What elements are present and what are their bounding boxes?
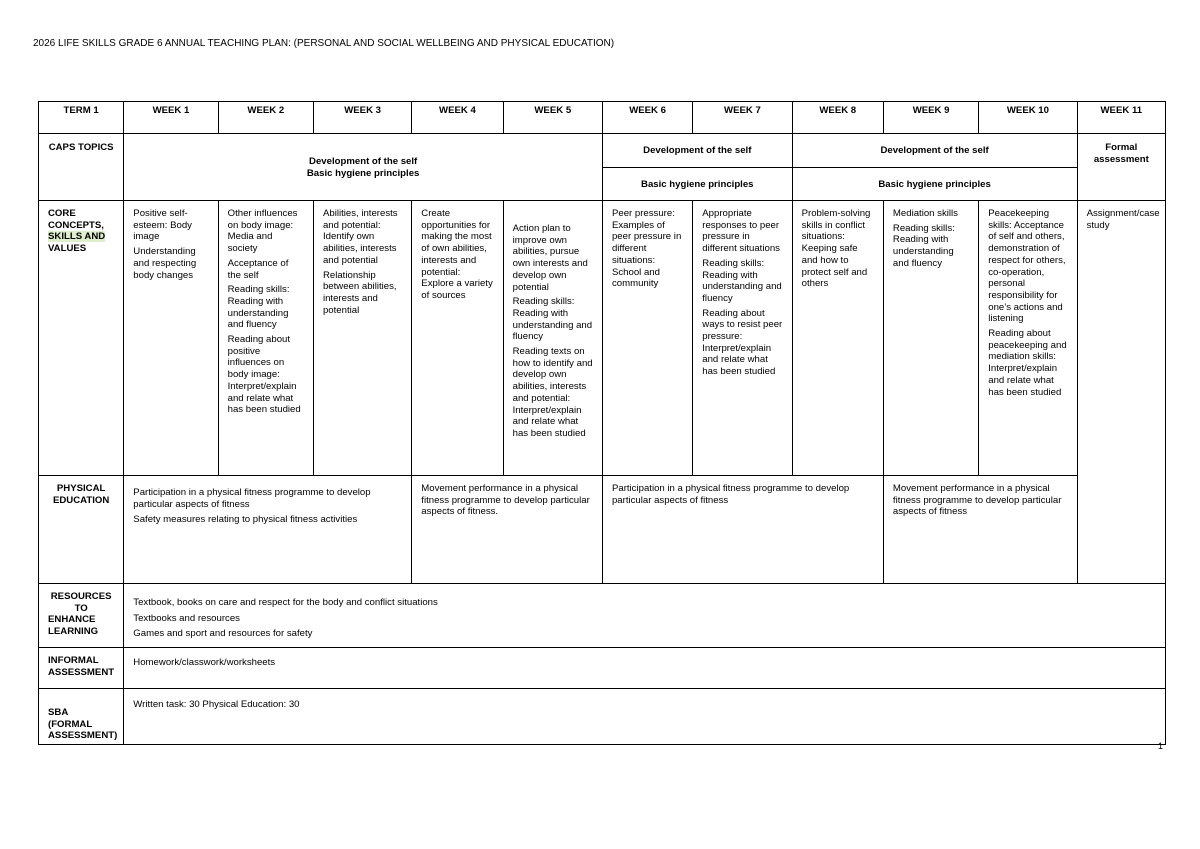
- core-week-5: [503, 201, 602, 476]
- week-4-header: WEEK 4: [412, 102, 503, 134]
- informal-assessment-row: [39, 648, 1166, 689]
- core-week-2: [218, 201, 313, 476]
- caps-topic-line-2: Basic hygiene principles: [306, 167, 420, 179]
- core-week-9: [883, 201, 978, 476]
- caps-topics-label: CAPS TOPICS: [39, 134, 124, 201]
- core-week-1: [124, 201, 218, 476]
- sba-label-line-1: SBA (FORMAL: [48, 707, 93, 730]
- core-week-1-item: Positive self-esteem: Body image: [133, 208, 192, 243]
- week-7-header: WEEK 7: [693, 102, 792, 134]
- resources-label-line-1: RESOURCES: [50, 591, 112, 602]
- pe-label-line-1: PHYSICAL: [56, 483, 106, 494]
- core-week-11: [1077, 201, 1165, 584]
- core-label-line-3: SKILLS AND: [48, 231, 106, 243]
- caps-topic-weeks-6-7-bottom: Basic hygiene principles: [602, 168, 792, 201]
- core-concepts-label: [39, 201, 124, 476]
- week-11-header: WEEK 11: [1077, 102, 1165, 134]
- sba-value: Written task: 30 Physical Education: 30: [124, 689, 1166, 745]
- core-week-7-item: Reading about ways to resist peer pressure: Interpret/explain and relate what has been studied: [702, 307, 783, 378]
- pe-weeks-6-8: Participation in a physical fitness programme to develop particular aspects of fitness: [602, 476, 883, 584]
- physical-education-row: [39, 476, 1166, 584]
- core-week-5-item: Reading texts on how to identify and develop own abilities, interests and potential: Interpret/explain and relate what has been studied: [512, 346, 593, 439]
- week-10-header: WEEK 10: [979, 102, 1077, 134]
- core-week-8-item: Problem-solving skills in conflict situations: Keeping safe and how to protect self and others: [801, 208, 871, 290]
- caps-topic-weeks-1-5: [124, 134, 603, 201]
- core-week-6: [602, 201, 692, 476]
- pe-weeks-9-10: Movement performance in a physical fitness programme to develop particular aspects of fitness: [883, 476, 1077, 584]
- core-week-2-item: Reading skills: Reading with understanding and fluency: [227, 284, 290, 331]
- week-2-header: WEEK 2: [218, 102, 313, 134]
- informal-assessment-label: [39, 648, 124, 689]
- resources-row: [39, 584, 1166, 648]
- resources-label-line-3: ENHANCE: [48, 614, 96, 626]
- informal-label-line-2: ASSESSMENT: [48, 666, 115, 678]
- resources-label-line-4: LEARNING: [48, 626, 99, 638]
- physical-education-label: [39, 476, 124, 584]
- core-week-5-item: Action plan to improve own abilities, pursue own interests and develop own potential: [512, 223, 588, 293]
- term-header: TERM 1: [39, 102, 124, 134]
- caps-topic-weeks-6-7-top: Development of the self: [602, 134, 792, 168]
- core-week-10-item: Peacekeeping skills: Acceptance of self and others, demonstration of respect for others, co-operation, personal responsibility for one’s actions and listening: [988, 208, 1066, 325]
- core-week-7-item: Appropriate responses to peer pressure in different situations: [702, 208, 780, 255]
- resource-item: Textbook, books on care and respect for the body and conflict situations: [133, 597, 438, 608]
- core-week-9-item: Mediation skills: [892, 208, 958, 219]
- resources-content: [124, 584, 1166, 648]
- pe-weeks-1-3-item: Participation in a physical fitness programme to develop particular aspects of fitness: [133, 487, 371, 510]
- core-week-2-item: Reading about positive influences on body image: Interpret/explain and relate what has been studied: [227, 334, 301, 416]
- week-5-header: WEEK 5: [503, 102, 602, 134]
- core-label-line-4: VALUES: [48, 243, 87, 255]
- pe-label-line-2: EDUCATION: [52, 494, 110, 506]
- resources-label-line-2: TO: [74, 602, 88, 614]
- caps-topic-weeks-8-10-top: Development of the self: [792, 134, 1077, 168]
- core-week-7: [693, 201, 792, 476]
- pe-weeks-4-5: Movement performance in a physical fitness programme to develop particular aspects of fitness.: [412, 476, 603, 584]
- caps-topic-week-11: Formal assessment: [1077, 134, 1165, 201]
- core-concepts-row: [39, 201, 1166, 476]
- core-week-11-item: Assignment/case study: [1086, 208, 1160, 231]
- teaching-plan-table: [38, 101, 1166, 745]
- document-title: 2026 LIFE SKILLS GRADE 6 ANNUAL TEACHING PLAN: (PERSONAL AND SOCIAL WELLBEING AND PHYSICAL EDUCATION): [33, 38, 615, 49]
- core-week-3-item: Relationship between abilities, interests and potential: [322, 269, 397, 316]
- core-week-2-item: Acceptance of the self: [227, 257, 289, 281]
- sba-label: [39, 689, 124, 745]
- header-row: [39, 102, 1166, 134]
- core-week-4-item: Create opportunities for making the most of own abilities, interests and potential: Explore a variety of sources: [421, 208, 493, 301]
- core-week-9-item: Reading skills: Reading with understanding and fluency: [892, 222, 955, 269]
- week-8-header: WEEK 8: [792, 102, 883, 134]
- core-week-1-item: Understanding and respecting body changes: [133, 246, 197, 281]
- core-label-line-2: CONCEPTS,: [48, 219, 104, 231]
- core-week-5-item: Reading skills: Reading with understanding and fluency: [512, 296, 593, 343]
- resource-item: Textbooks and resources: [133, 612, 240, 624]
- core-week-3-item: Abilities, interests and potential: Identify own abilities, interests and potential: [322, 208, 398, 266]
- core-week-10-item: Reading about peacekeeping and mediation skills: Interpret/explain and relate what has been studied: [988, 328, 1067, 398]
- week-9-header: WEEK 9: [883, 102, 978, 134]
- week-6-header: WEEK 6: [602, 102, 692, 134]
- core-label-line-1: CORE: [48, 208, 76, 219]
- informal-assessment-value: Homework/classwork/worksheets: [124, 648, 1166, 689]
- core-week-4: [412, 201, 503, 476]
- pe-weeks-1-3-item: Safety measures relating to physical fitness activities: [133, 514, 358, 526]
- sba-row: [39, 689, 1166, 745]
- core-week-10: [979, 201, 1077, 476]
- core-week-7-item: Reading skills: Reading with understanding and fluency: [702, 257, 782, 304]
- core-week-2-item: Other influences on body image: Media and society: [227, 208, 298, 255]
- pe-weeks-1-3: [124, 476, 412, 584]
- resource-item: Games and sport and resources for safety: [133, 628, 313, 640]
- caps-topic-line-1: Development of the self: [309, 155, 418, 167]
- caps-topic-weeks-8-10-bottom: Basic hygiene principles: [792, 168, 1077, 201]
- caps-topics-row: [39, 134, 1166, 168]
- week-1-header: WEEK 1: [124, 102, 218, 134]
- week-3-header: WEEK 3: [313, 102, 411, 134]
- core-week-3: [313, 201, 411, 476]
- informal-label-line-1: INFORMAL: [48, 655, 99, 666]
- sba-label-line-2: ASSESSMENT): [48, 730, 118, 742]
- core-week-8: [792, 201, 883, 476]
- core-week-6-item: Peer pressure: Examples of peer pressure in different situations: School and community: [611, 208, 682, 290]
- resources-label: [39, 584, 124, 648]
- page-number: 1: [1158, 741, 1164, 751]
